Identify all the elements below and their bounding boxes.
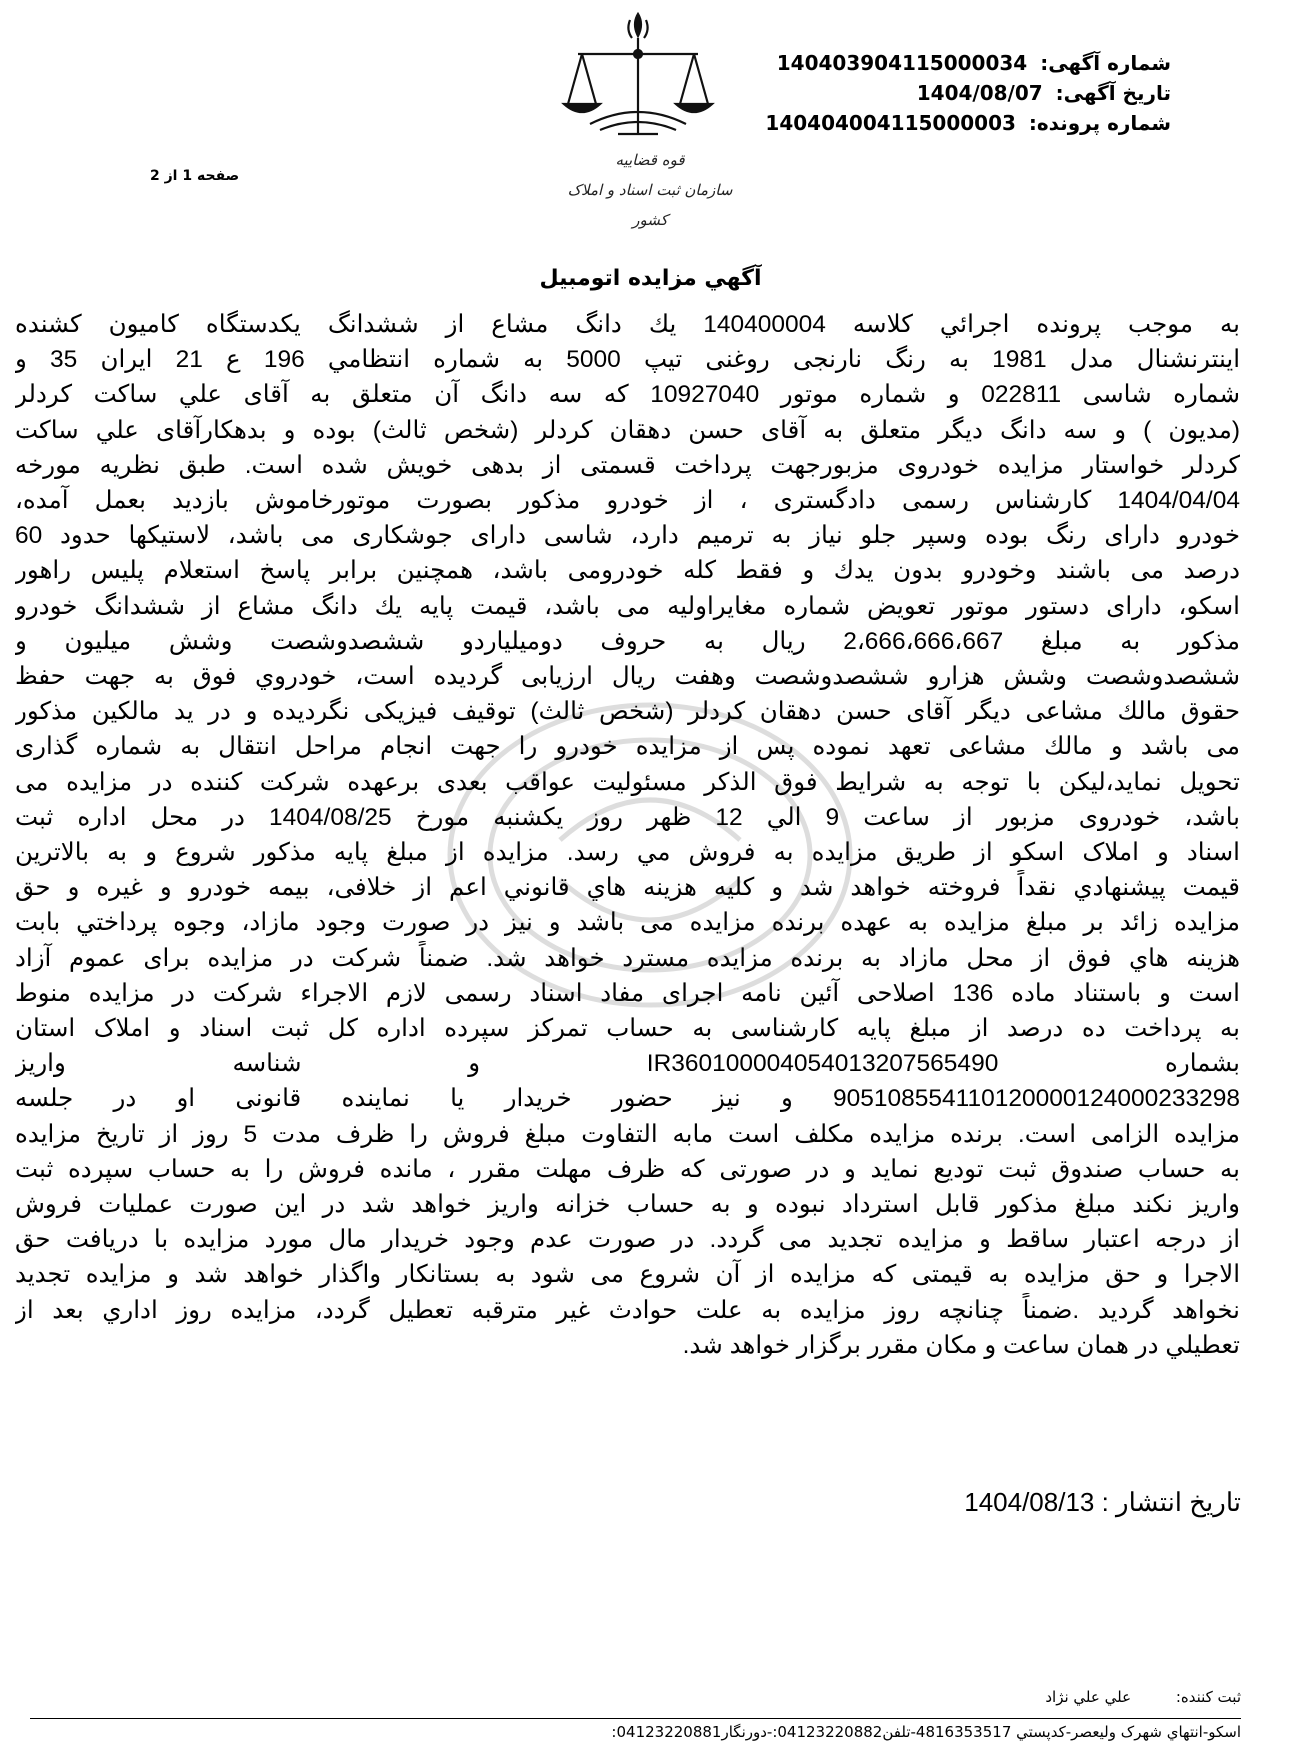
body-line: نخواهد گرديد .ضمناً چنانچه روز مزايده به علت حوادث غير مترقبه تعطيل گردد، مزايده روز اداري بعد از [15, 1296, 1240, 1324]
notice-body [15, 307, 1240, 1363]
body-line: است و باستناد ماده 136 اصلاحی آئين نامه اجرای مفاد اسناد رسمی لازم الاجراء شركت در مزايده منوط [15, 979, 1240, 1007]
publication-date-value: 1404/08/13 [964, 1487, 1095, 1517]
notice-title: آگهي مزايده اتومبيل [539, 266, 762, 291]
body-line: مزايده الزامی است. برنده مزايده مكلف است مابه التفاوت مبلغ فروش را ظرف مدت 5 روز از تاريخ مزايده [15, 1120, 1240, 1148]
file-number-label: شماره پرونده: [1028, 111, 1171, 135]
notice-number-value: 14040390411500003‌4 [776, 51, 1028, 75]
publication-date-label: تاريخ انتشار : [1101, 1487, 1241, 1517]
body-line: اسناد و املاک اسكو از طريق مزايده به فروش مي رسد. مزايده از مبلغ پايه مذكور شروع و به بالاترين [15, 839, 1240, 867]
file-number [765, 108, 1171, 138]
body-line: اسكو، دارای دستور موتور تعويض شماره مغايراوليه می باشد، قيمت پايه يك دانگ مشاع از ششدانگ خودرو [15, 592, 1240, 620]
body-line: (مديون ) و سه دانگ ديگر متعلق به آقای حسن دهقان كردلر (شخص ثالث) بوده و بدهكارآقای علي ساكت [15, 416, 1240, 444]
body-line: 1404/04/04 كارشناس رسمی دادگستری ، از خودرو مذكور بصورت موتورخاموش بازديد بعمل آمده، [15, 487, 1240, 515]
page-indicator: صفحه 1 از 2 [150, 168, 240, 184]
notice-date [917, 78, 1171, 108]
body-line: الاجرا و حق مزايده به قيمتی كه مزايده از آن شروع می شود به بستانكار واگذار خواهد شد و مزايده تجديد [15, 1261, 1240, 1289]
registrar-label: ثبت كننده: [1175, 1688, 1241, 1706]
body-line: شماره شاسی 022811 و شماره موتور 10927040 كه سه دانگ آن متعلق به آقای علي ساكت كردلر [15, 381, 1240, 409]
body-line: به پرداخت ده درصد از مبلغ پايه كارشناسی به حساب تمركز سپرده اداره كل ثبت اسناد و املاک استان [15, 1015, 1240, 1043]
body-line: خودرو دارای رنگ بوده وسپر جلو نياز به ترميم دارد، شاسی دارای جوشكاری می باشد، لاستيكها حدود 60 [15, 522, 1240, 550]
body-line: قيمت پيشنهادي نقداً فروخته خواهد شد و كليه هزينه هاي قانوني اعم از خلافی، بيمه خودرو و غيره و حق [15, 874, 1240, 902]
emblem-caption [560, 145, 740, 235]
body-line: می باشد و مالك مشاعی تعهد نموده پس از مزايده خودرو را جهت انجام مراحل انتقال به شماره گذاری [15, 733, 1240, 761]
body-line: ششصدوشصت وشش هزارو ششصدوشصت وهفت ريال ارزيابی گرديده است، خودروي فوق به جهت حفظ [15, 663, 1240, 691]
registrar-name: علي علي نژاد [1045, 1688, 1132, 1706]
body-line: تحويل نمايد،ليكن با توجه به شرايط فوق الذكر مسئوليت عواقب بعدی برعهده شركت كننده در مزايده می [15, 768, 1240, 796]
body-line: هزينه هاي فوق از محل مازاد به برنده مزايده مسترد خواهد شد. ضمناً شركت در مزايده برای عموم آزاد [15, 944, 1240, 972]
body-line: حقوق مالك مشاعی ديگر آقای حسن دهقان كردلر (شخص ثالث) توقيف فيزيكی نگرديده و در يد مالكين مذكور [15, 698, 1240, 726]
registrar [1045, 1688, 1241, 1706]
body-line: واريز نكند مبلغ مذكور قابل استرداد نبوده و به حساب خزانه واريز خواهد شد در اين صورت عمليات فروش [15, 1191, 1240, 1219]
notice-number [777, 48, 1171, 78]
emblem-caption-line2: سازمان ثبت اسناد و املاک کشور [567, 181, 733, 229]
body-line: به موجب پرونده اجرائي كلاسه 140400004 يك دانگ مشاع از ششدانگ يكدستگاه كاميون كشنده [15, 311, 1240, 338]
body-line: تعطيلي در همان ساعت و مكان مقرر برگزار خواهد شد. [682, 1331, 1240, 1359]
notice-date-label: تاریخ آگهی: [1055, 81, 1171, 105]
publication-date [964, 1487, 1241, 1518]
body-line: از درجه اعتبار ساقط و مزايده تجديد می گردد. در صورت عدم وجود خريدار مال مورد مزايده با دريافت حق [15, 1226, 1240, 1254]
body-line: اينترنشنال مدل 1981 به رنگ نارنجی روغنی تيپ 5000 به شماره انتظامي 196 ع 21 ايران 35 و [15, 346, 1240, 374]
body-line: باشد، خودروی مزبور از ساعت 9 الي 12 ظهر روز يكشنبه مورخ 1404/08/25 در محل اداره ثبت [15, 803, 1240, 831]
footer-divider [30, 1718, 1241, 1719]
body-line: كردلر خواستار مزايده خودروی مزبورجهت پرداخت قسمتی از بدهی خويش شده است. طبق نظريه مورخه [15, 451, 1240, 479]
footer-contact: اسكو-انتهاي شهرک وليعصر-كدپستي 4816353517-تلفن04123220882:-دورنگار04123220881: [611, 1723, 1241, 1741]
body-line: مزايده زائد بر مبلغ مزايده به عهده برنده مزايده می باشد و نيز در صورت وجود مازاد، وجوه پرداختي بابت [15, 909, 1240, 937]
body-line: به حساب صندوق ثبت توديع نمايد و در صورتی كه ظرف مهلت مقرر ، مانده فروش را به حساب سپرده ثبت [15, 1155, 1240, 1183]
notice-date-value: 1404/08/07 [916, 81, 1043, 105]
file-number-value: 140404004115000003 [765, 111, 1016, 135]
body-line: 905108554110120000124000233298 و نيز حضور خريدار يا نماينده قانونی او در جلسه [15, 1085, 1240, 1113]
emblem-caption-line1: قوه قضاییه [615, 151, 685, 169]
notice-number-label: شماره آگهی: [1040, 51, 1171, 75]
body-line: درصد می باشند وخودرو بدون يدك و فقط كله خودرومی باشد، همچنين برابر پاسخ استعلام پليس راهور [15, 557, 1240, 585]
body-line: بشماره IR360100004054013207565490 و شناسه واريز [15, 1050, 1240, 1078]
body-line: مذكور به مبلغ 2،666،666،667 ريال به حروف دوميلياردو ششصدوشصت وشش ميليون و [15, 627, 1240, 655]
